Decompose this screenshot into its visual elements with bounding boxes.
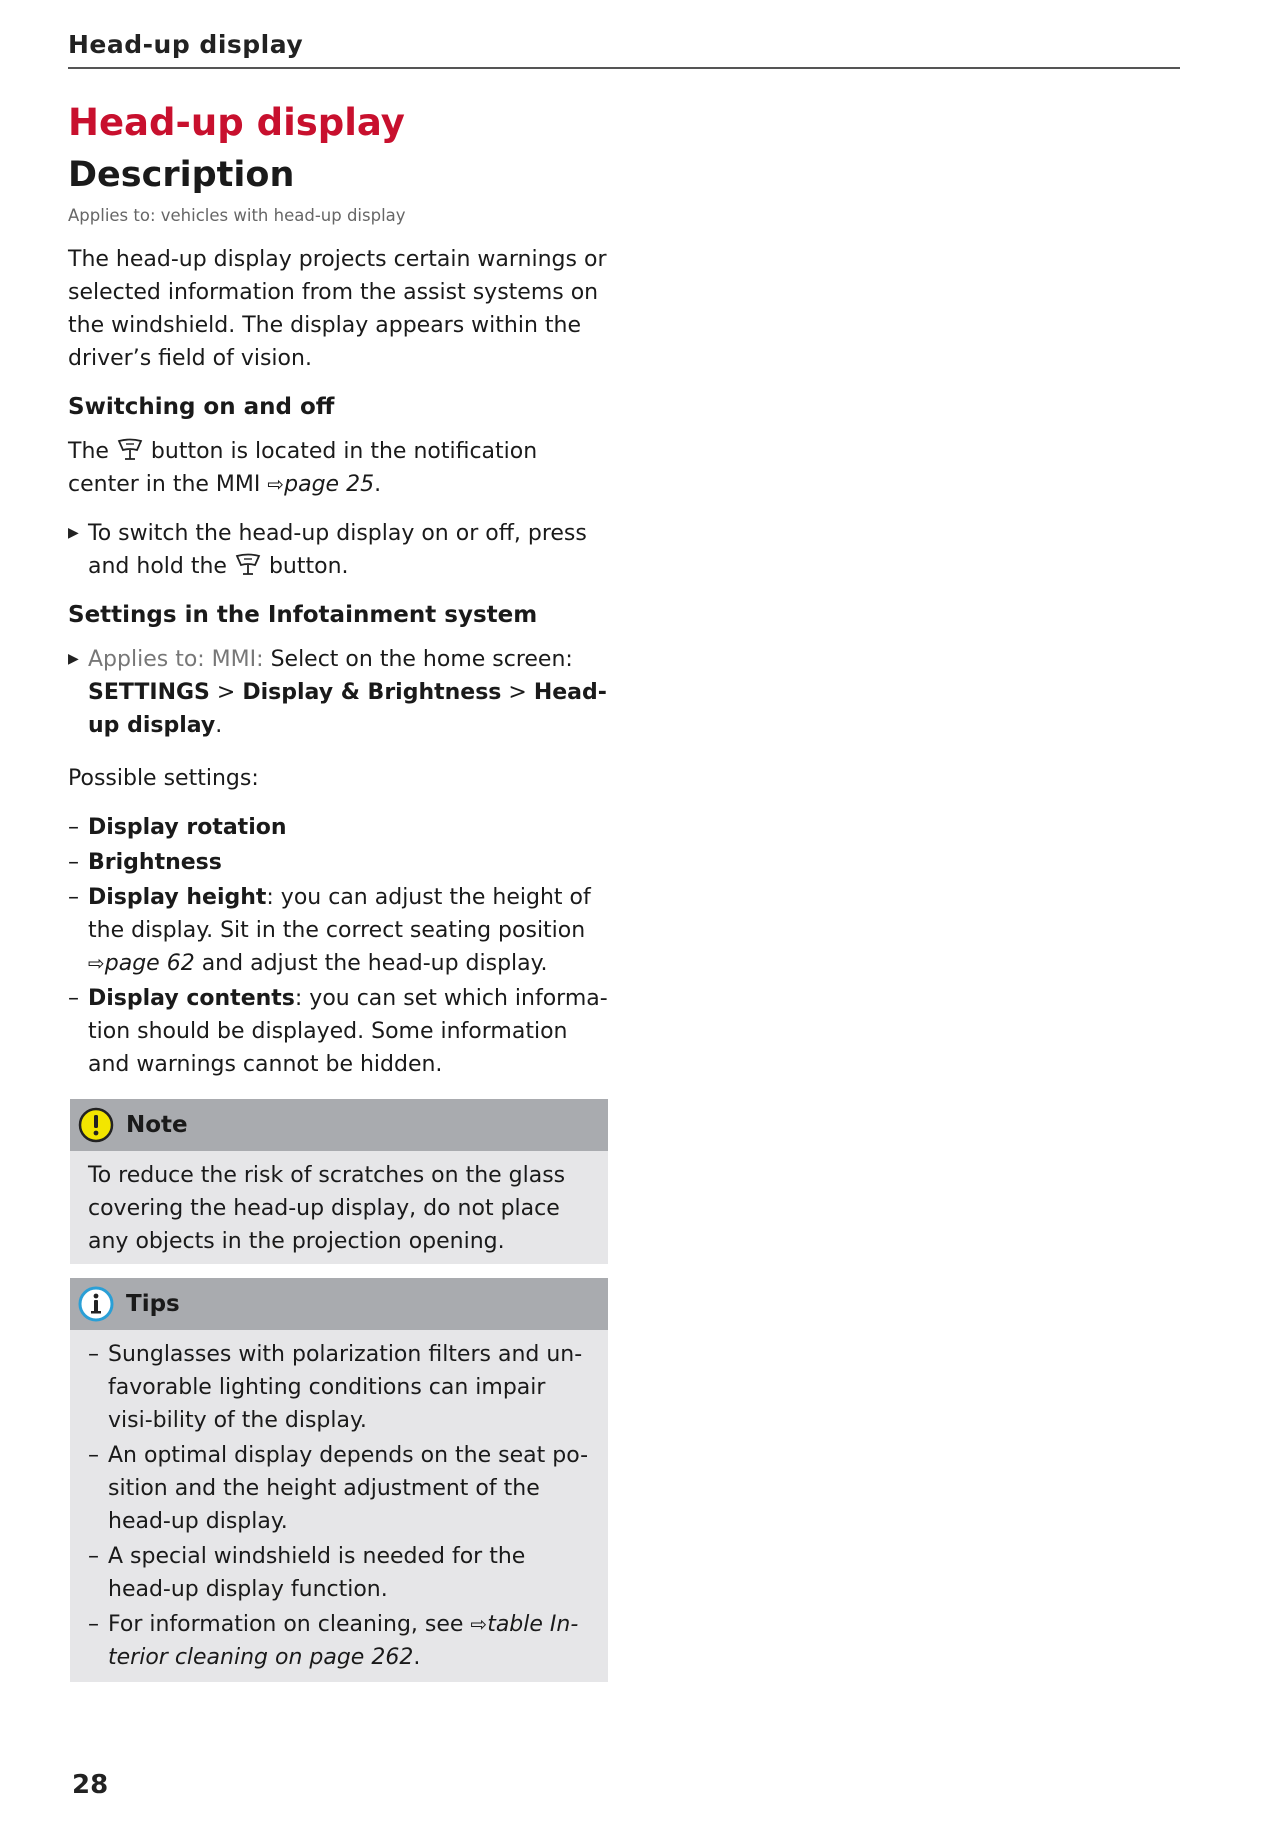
path-head-up-display: Head-up display bbox=[88, 680, 607, 738]
list-item bbox=[68, 811, 608, 844]
setting-height-desc: : you can adjust the height of the display. Sit in the correct seating position bbox=[88, 885, 591, 943]
reference-arrow-icon: ⇨ bbox=[470, 1612, 488, 1636]
setting-display-contents: Display contents bbox=[88, 986, 295, 1011]
main-content bbox=[68, 98, 608, 1696]
tip-cleaning-end: . bbox=[413, 1645, 421, 1670]
path-separator: > bbox=[216, 680, 236, 705]
section-title: Description bbox=[68, 155, 295, 195]
note-label: Note bbox=[126, 1112, 188, 1138]
step-triangle-icon: ▶ bbox=[68, 651, 79, 667]
infotainment-heading: Settings in the Infotainment system bbox=[68, 602, 538, 628]
reference-arrow-icon: ⇨ bbox=[267, 472, 285, 496]
path-end: . bbox=[215, 713, 223, 738]
head-up-display-icon bbox=[234, 553, 262, 577]
list-item: – An optimal display depends on the seat po-sition and the height adjustment of the head-up display. bbox=[88, 1439, 588, 1538]
switching-step bbox=[68, 517, 608, 583]
intro-paragraph: The head-up display projects certain warnings or selected information from the assist systems on the windshield. The display appears within the driver’s field of vision. bbox=[68, 247, 607, 371]
exclamation-icon bbox=[78, 1107, 114, 1143]
step-text-start: To switch the head-up display on or off, press and hold the bbox=[88, 521, 587, 579]
chapter-title: Head-up display bbox=[68, 101, 405, 144]
settings-list bbox=[68, 811, 608, 1081]
path-separator: > bbox=[508, 680, 527, 705]
note-header bbox=[70, 1099, 608, 1151]
setting-contents-desc: : you can set which informa-tion should be displayed. Some information and warnings cannot be hidden. bbox=[88, 986, 608, 1077]
list-item: – Sunglasses with polarization filters and un-favorable lighting conditions can impair visi-bility of the display. bbox=[88, 1338, 588, 1437]
step-text-end: button. bbox=[268, 554, 349, 579]
tips-body bbox=[70, 1330, 608, 1682]
list-item bbox=[68, 846, 608, 879]
switching-heading: Switching on and off bbox=[68, 394, 335, 420]
running-header-title: Head-up display bbox=[68, 30, 304, 59]
infotainment-instruction: Select on the home screen: bbox=[270, 647, 573, 672]
setting-display-rotation: Display rotation bbox=[88, 815, 287, 840]
list-item bbox=[68, 881, 608, 980]
setting-display-height: Display height bbox=[88, 885, 267, 910]
reference-arrow-icon: ⇨ bbox=[88, 951, 105, 975]
step-triangle-icon: ▶ bbox=[68, 525, 79, 541]
switching-text-end: . bbox=[374, 472, 382, 497]
infotainment-step bbox=[68, 643, 608, 742]
switching-text-middle: button is located in the notification center in the MMI bbox=[68, 439, 538, 497]
tips-label: Tips bbox=[126, 1291, 180, 1317]
info-icon bbox=[78, 1286, 114, 1322]
setting-brightness: Brightness bbox=[88, 850, 222, 875]
tips-box bbox=[70, 1278, 608, 1682]
applies-to-note: Applies to: vehicles with head-up display bbox=[68, 206, 406, 225]
list-item bbox=[68, 982, 608, 1081]
path-display-brightness: Display & Brightness bbox=[242, 680, 502, 705]
possible-settings-intro: Possible settings: bbox=[68, 766, 259, 791]
table-reference-link[interactable]: table In-terior cleaning on page 262 bbox=[108, 1612, 579, 1670]
head-up-display-icon bbox=[116, 438, 144, 462]
switching-text-start: The bbox=[68, 439, 109, 464]
tip-cleaning-text: For information on cleaning, see bbox=[108, 1612, 464, 1637]
running-header bbox=[68, 30, 1180, 69]
note-body: To reduce the risk of scratches on the glass covering the head-up display, do not place any objects in the projection opening. bbox=[88, 1163, 566, 1254]
note-box bbox=[70, 1099, 608, 1264]
page-reference-link[interactable]: page 62 bbox=[104, 951, 195, 976]
page-number: 28 bbox=[72, 1770, 109, 1800]
list-item bbox=[88, 1608, 588, 1674]
switching-paragraph bbox=[68, 435, 608, 501]
page-reference-link[interactable]: page 25 bbox=[284, 472, 375, 497]
mmi-applies: Applies to: MMI: bbox=[88, 647, 264, 672]
setting-height-end: and adjust the head-up display. bbox=[201, 951, 548, 976]
tips-header bbox=[70, 1278, 608, 1330]
tips-list bbox=[88, 1338, 588, 1674]
list-item: – A special windshield is needed for the head-up display function. bbox=[88, 1540, 588, 1606]
path-settings: SETTINGS bbox=[88, 680, 210, 705]
